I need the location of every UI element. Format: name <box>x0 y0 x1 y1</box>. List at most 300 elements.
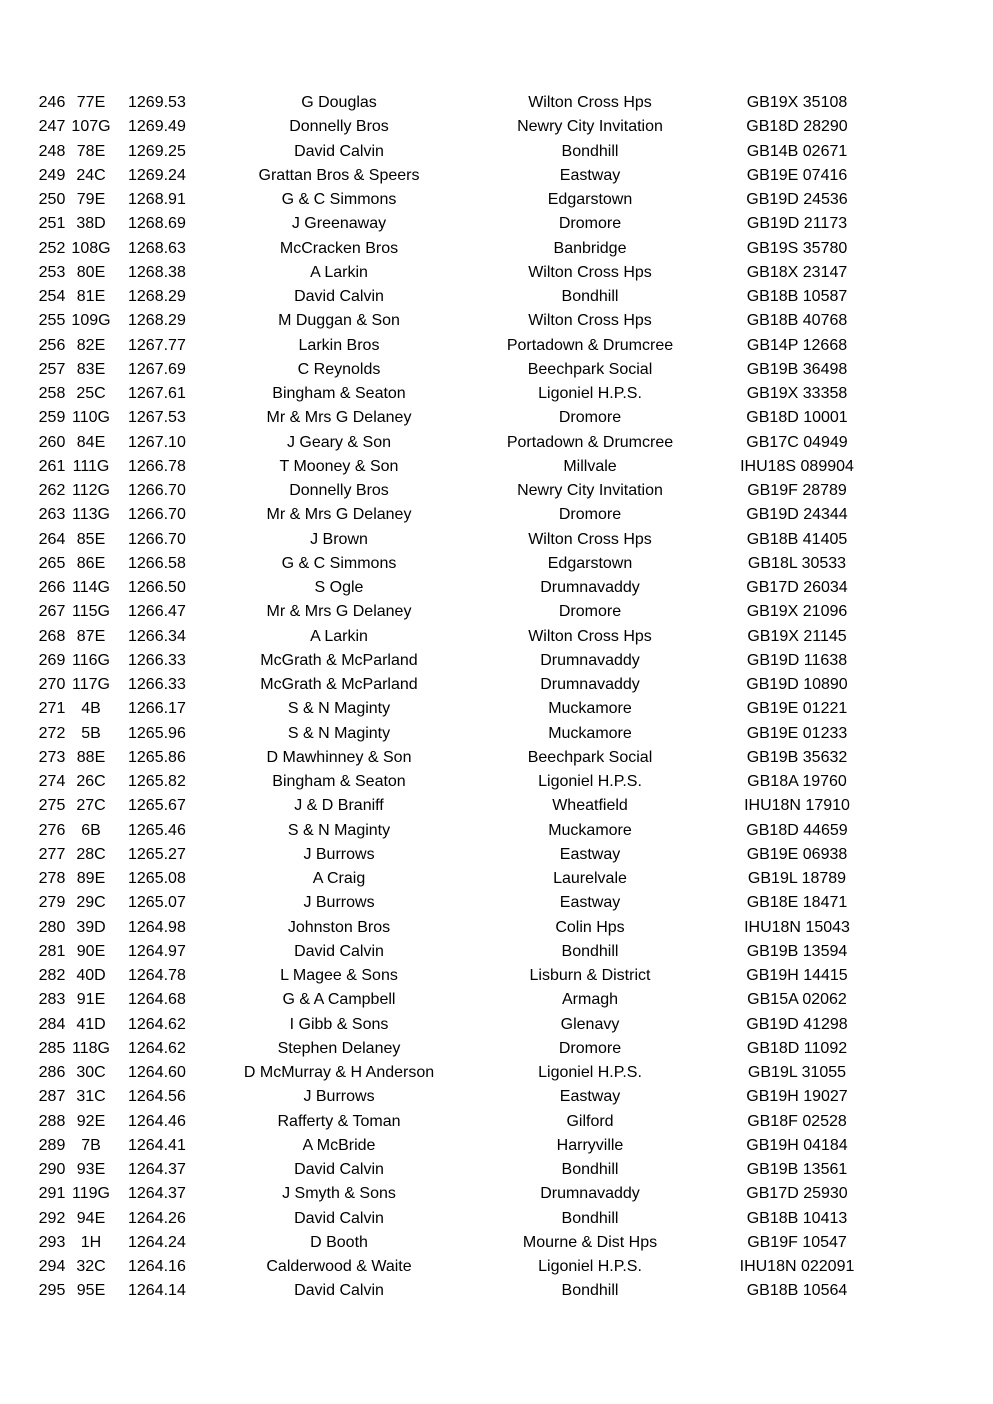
position-cell: 258 <box>38 385 66 402</box>
club-cell: Dromore <box>558 409 622 427</box>
position-cell: 246 <box>38 94 66 111</box>
code-cell: 39D <box>76 918 106 936</box>
table-row <box>0 625 993 649</box>
member-name-cell: S & N Maginty <box>287 700 391 718</box>
member-name-cell: C Reynolds <box>297 360 381 378</box>
velocity-cell: 1266.50 <box>128 579 186 596</box>
position-cell: 280 <box>38 918 66 936</box>
velocity-cell: 1266.70 <box>128 530 186 548</box>
velocity-cell: 1265.82 <box>128 773 186 790</box>
position-cell: 284 <box>38 1015 66 1033</box>
member-name-cell: A McBride <box>302 1136 376 1154</box>
member-name-cell: G & A Campbell <box>282 991 396 1009</box>
member-name-cell: David Calvin <box>294 942 384 960</box>
table-row <box>0 1255 993 1279</box>
club-cell: Portadown & Drumcree <box>506 433 674 451</box>
position-cell: 255 <box>38 312 66 330</box>
velocity-cell: 1266.34 <box>128 627 186 645</box>
ring-number-cell: IHU18S 089904 <box>740 457 854 475</box>
club-cell: Ligoniel H.P.S. <box>538 1064 642 1081</box>
ring-number-cell: GB18B 40768 <box>746 312 848 330</box>
table-row <box>0 649 993 673</box>
code-cell: 79E <box>76 191 106 208</box>
ring-number-cell: GB19X 21145 <box>747 627 847 645</box>
member-name-cell: M Duggan & Son <box>278 312 400 330</box>
code-cell: 27C <box>76 797 106 815</box>
velocity-cell: 1266.58 <box>128 554 186 572</box>
ring-number-cell: GB19B 36498 <box>746 360 848 378</box>
ring-number-cell: GB18B 10564 <box>746 1282 848 1300</box>
ring-number-cell: GB19H 14415 <box>746 967 848 984</box>
club-cell: Laurelvale <box>553 870 627 887</box>
club-cell: Wilton Cross Hps <box>528 263 652 281</box>
club-cell: Wheatfield <box>552 797 628 815</box>
position-cell: 265 <box>38 554 66 572</box>
velocity-cell: 1269.25 <box>128 142 186 160</box>
code-cell: 28C <box>76 845 106 863</box>
member-name-cell: J Burrows <box>303 845 375 863</box>
position-cell: 268 <box>38 627 66 645</box>
velocity-cell: 1266.33 <box>128 676 186 693</box>
member-name-cell: Bingham & Seaton <box>272 773 406 790</box>
table-row <box>0 334 993 358</box>
position-cell: 273 <box>38 748 66 766</box>
velocity-cell: 1264.41 <box>128 1136 186 1154</box>
position-cell: 279 <box>38 894 66 912</box>
velocity-cell: 1266.78 <box>128 457 186 475</box>
code-cell: 38D <box>76 215 106 233</box>
ring-number-cell: GB19D 10890 <box>746 676 848 693</box>
code-cell: 85E <box>76 530 106 548</box>
position-cell: 262 <box>38 482 66 499</box>
velocity-cell: 1265.07 <box>128 894 186 912</box>
code-cell: 119G <box>72 1185 110 1203</box>
member-name-cell: McGrath & McParland <box>260 676 418 693</box>
velocity-cell: 1266.70 <box>128 506 186 524</box>
table-row <box>0 1037 993 1061</box>
ring-number-cell: GB18D 11092 <box>746 1039 848 1057</box>
velocity-cell: 1264.46 <box>128 1112 186 1130</box>
ring-number-cell: GB19F 28789 <box>747 482 847 499</box>
club-cell: Bondhill <box>561 288 619 305</box>
ring-number-cell: IHU18N 17910 <box>744 797 850 815</box>
position-cell: 282 <box>38 967 66 984</box>
velocity-cell: 1264.24 <box>128 1233 186 1251</box>
code-cell: 30C <box>76 1064 106 1081</box>
position-cell: 260 <box>38 433 66 451</box>
velocity-cell: 1266.17 <box>128 700 186 718</box>
member-name-cell: Mr & Mrs G Delaney <box>266 603 412 621</box>
velocity-cell: 1267.53 <box>128 409 186 427</box>
velocity-cell: 1267.61 <box>128 385 186 402</box>
member-name-cell: J Burrows <box>303 1088 375 1106</box>
member-name-cell: L Magee & Sons <box>280 967 398 984</box>
velocity-cell: 1268.69 <box>128 215 186 233</box>
position-cell: 294 <box>38 1258 66 1275</box>
code-cell: 88E <box>76 748 106 766</box>
position-cell: 271 <box>38 700 66 718</box>
code-cell: 77E <box>76 94 106 111</box>
position-cell: 286 <box>38 1064 66 1081</box>
member-name-cell: McCracken Bros <box>279 239 399 257</box>
position-cell: 292 <box>38 1209 66 1227</box>
club-cell: Glenavy <box>560 1015 620 1033</box>
velocity-cell: 1264.16 <box>128 1258 186 1275</box>
club-cell: Lisburn & District <box>529 967 651 984</box>
club-cell: Wilton Cross Hps <box>528 312 652 330</box>
table-row <box>0 431 993 455</box>
table-row <box>0 1158 993 1182</box>
velocity-cell: 1268.91 <box>128 191 186 208</box>
ring-number-cell: GB18B 41405 <box>746 530 848 548</box>
ring-number-cell: GB14P 12668 <box>746 336 848 354</box>
club-cell: Muckamore <box>548 700 632 718</box>
position-cell: 276 <box>38 821 66 839</box>
velocity-cell: 1264.97 <box>128 942 186 960</box>
velocity-cell: 1267.77 <box>128 336 186 354</box>
table-row <box>0 455 993 479</box>
table-row <box>0 115 993 139</box>
velocity-cell: 1264.60 <box>128 1064 186 1081</box>
table-row <box>0 479 993 503</box>
table-row <box>0 1013 993 1037</box>
position-cell: 293 <box>38 1233 66 1251</box>
club-cell: Drumnavaddy <box>540 1185 640 1203</box>
member-name-cell: J Smyth & Sons <box>282 1185 396 1203</box>
member-name-cell: D Mawhinney & Son <box>266 748 412 766</box>
club-cell: Portadown & Drumcree <box>506 336 674 354</box>
member-name-cell: S & N Maginty <box>287 821 391 839</box>
member-name-cell: David Calvin <box>294 1161 384 1178</box>
position-cell: 250 <box>38 191 66 208</box>
ring-number-cell: GB18B 10587 <box>746 288 848 305</box>
ring-number-cell: GB18D 44659 <box>746 821 848 839</box>
ring-number-cell: GB18F 02528 <box>747 1112 847 1130</box>
member-name-cell: Johnston Bros <box>287 918 391 936</box>
club-cell: Mourne & Dist Hps <box>522 1233 658 1251</box>
code-cell: 118G <box>72 1039 110 1057</box>
position-cell: 281 <box>38 942 66 960</box>
code-cell: 112G <box>72 482 110 499</box>
table-row <box>0 1085 993 1109</box>
ring-number-cell: GB19E 01233 <box>746 724 848 742</box>
ring-number-cell: GB18D 10001 <box>746 409 848 427</box>
member-name-cell: J Burrows <box>303 894 375 912</box>
code-cell: 1H <box>80 1233 102 1251</box>
table-row <box>0 140 993 164</box>
position-cell: 277 <box>38 845 66 863</box>
code-cell: 90E <box>76 942 106 960</box>
member-name-cell: D Booth <box>310 1233 368 1251</box>
code-cell: 40D <box>76 967 106 984</box>
velocity-cell: 1267.10 <box>128 433 186 451</box>
code-cell: 7B <box>81 1136 101 1154</box>
position-cell: 272 <box>38 724 66 742</box>
club-cell: Eastway <box>559 1088 621 1106</box>
table-row <box>0 528 993 552</box>
position-cell: 290 <box>38 1161 66 1178</box>
velocity-cell: 1266.47 <box>128 603 186 621</box>
table-row <box>0 1182 993 1206</box>
ring-number-cell: GB18A 19760 <box>747 773 847 790</box>
table-row <box>0 964 993 988</box>
ring-number-cell: GB19H 04184 <box>746 1136 848 1154</box>
code-cell: 114G <box>72 579 110 596</box>
member-name-cell: J Brown <box>310 530 368 548</box>
velocity-cell: 1264.37 <box>128 1185 186 1203</box>
ring-number-cell: GB17D 26034 <box>746 579 848 596</box>
results-table <box>0 91 993 1304</box>
code-cell: 6B <box>81 821 101 839</box>
table-row <box>0 576 993 600</box>
member-name-cell: Rafferty & Toman <box>277 1112 401 1130</box>
table-row <box>0 843 993 867</box>
position-cell: 247 <box>38 118 66 136</box>
table-row <box>0 1207 993 1231</box>
position-cell: 275 <box>38 797 66 815</box>
member-name-cell: G Douglas <box>301 94 377 111</box>
code-cell: 110G <box>72 409 110 427</box>
code-cell: 31C <box>76 1088 106 1106</box>
code-cell: 113G <box>72 506 110 524</box>
velocity-cell: 1265.67 <box>128 797 186 815</box>
code-cell: 81E <box>76 288 106 305</box>
code-cell: 92E <box>76 1112 106 1130</box>
ring-number-cell: IHU18N 15043 <box>744 918 850 936</box>
table-row <box>0 722 993 746</box>
code-cell: 109G <box>71 312 111 330</box>
velocity-cell: 1264.26 <box>128 1209 186 1227</box>
member-name-cell: Mr & Mrs G Delaney <box>266 506 412 524</box>
table-row <box>0 188 993 212</box>
club-cell: Banbridge <box>553 239 627 257</box>
position-cell: 261 <box>38 457 66 475</box>
table-row <box>0 285 993 309</box>
table-row <box>0 406 993 430</box>
code-cell: 94E <box>76 1209 106 1227</box>
ring-number-cell: GB19D 21173 <box>746 215 848 233</box>
position-cell: 269 <box>38 651 66 669</box>
table-row <box>0 819 993 843</box>
position-cell: 285 <box>38 1039 66 1057</box>
ring-number-cell: GB19E 06938 <box>746 845 848 863</box>
velocity-cell: 1264.37 <box>128 1161 186 1178</box>
code-cell: 82E <box>76 336 106 354</box>
position-cell: 248 <box>38 142 66 160</box>
table-row <box>0 552 993 576</box>
club-cell: Wilton Cross Hps <box>528 627 652 645</box>
code-cell: 108G <box>71 239 111 257</box>
code-cell: 116G <box>72 651 110 669</box>
club-cell: Eastway <box>559 166 621 184</box>
ring-number-cell: IHU18N 022091 <box>739 1258 855 1275</box>
member-name-cell: Bingham & Seaton <box>272 385 406 402</box>
table-row <box>0 794 993 818</box>
ring-number-cell: GB19E 07416 <box>746 166 848 184</box>
velocity-cell: 1269.53 <box>128 94 186 111</box>
position-cell: 257 <box>38 360 66 378</box>
ring-number-cell: GB18E 18471 <box>746 894 848 912</box>
table-row <box>0 940 993 964</box>
table-row <box>0 867 993 891</box>
ring-number-cell: GB18B 10413 <box>746 1209 848 1227</box>
ring-number-cell: GB19D 24536 <box>746 191 848 208</box>
member-name-cell: S Ogle <box>314 579 364 596</box>
velocity-cell: 1269.49 <box>128 118 186 136</box>
velocity-cell: 1268.63 <box>128 239 186 257</box>
table-row <box>0 746 993 770</box>
club-cell: Bondhill <box>561 1282 619 1300</box>
velocity-cell: 1268.38 <box>128 263 186 281</box>
ring-number-cell: GB19L 31055 <box>747 1064 847 1081</box>
code-cell: 25C <box>76 385 106 402</box>
member-name-cell: A Larkin <box>310 627 368 645</box>
table-row <box>0 916 993 940</box>
velocity-cell: 1266.33 <box>128 651 186 669</box>
position-cell: 256 <box>38 336 66 354</box>
position-cell: 291 <box>38 1185 66 1203</box>
member-name-cell: Donnelly Bros <box>289 482 389 499</box>
member-name-cell: J Geary & Son <box>286 433 392 451</box>
ring-number-cell: GB17C 04949 <box>746 433 848 451</box>
member-name-cell: S & N Maginty <box>287 724 391 742</box>
table-row <box>0 309 993 333</box>
member-name-cell: Calderwood & Waite <box>266 1258 412 1275</box>
position-cell: 259 <box>38 409 66 427</box>
member-name-cell: David Calvin <box>294 1282 384 1300</box>
code-cell: 83E <box>76 360 106 378</box>
code-cell: 87E <box>76 627 106 645</box>
club-cell: Drumnavaddy <box>540 579 640 596</box>
position-cell: 253 <box>38 263 66 281</box>
code-cell: 29C <box>76 894 106 912</box>
table-row <box>0 212 993 236</box>
position-cell: 274 <box>38 773 66 790</box>
ring-number-cell: GB18D 28290 <box>746 118 848 136</box>
position-cell: 278 <box>38 870 66 887</box>
member-name-cell: D McMurray & H Anderson <box>243 1064 435 1081</box>
velocity-cell: 1264.62 <box>128 1039 186 1057</box>
code-cell: 86E <box>76 554 106 572</box>
member-name-cell: Grattan Bros & Speers <box>258 166 420 184</box>
club-cell: Gilford <box>566 1112 614 1130</box>
code-cell: 5B <box>81 724 101 742</box>
ring-number-cell: GB14B 02671 <box>746 142 848 160</box>
ring-number-cell: GB19E 01221 <box>746 700 848 718</box>
table-row <box>0 1134 993 1158</box>
velocity-cell: 1265.86 <box>128 748 186 766</box>
code-cell: 91E <box>76 991 106 1009</box>
club-cell: Dromore <box>558 1039 622 1057</box>
ring-number-cell: GB19D 11638 <box>746 651 848 669</box>
club-cell: Edgarstown <box>547 554 633 572</box>
velocity-cell: 1264.56 <box>128 1088 186 1106</box>
member-name-cell: A Larkin <box>310 263 368 281</box>
club-cell: Colin Hps <box>555 918 625 936</box>
position-cell: 251 <box>38 215 66 233</box>
position-cell: 288 <box>38 1112 66 1130</box>
code-cell: 117G <box>72 676 110 693</box>
club-cell: Eastway <box>559 845 621 863</box>
ring-number-cell: GB19X 21096 <box>746 603 848 621</box>
velocity-cell: 1266.70 <box>128 482 186 499</box>
code-cell: 107G <box>71 118 111 136</box>
club-cell: Bondhill <box>561 1209 619 1227</box>
club-cell: Beechpark Social <box>527 748 653 766</box>
ring-number-cell: GB19H 19027 <box>746 1088 848 1106</box>
ring-number-cell: GB19D 41298 <box>746 1015 848 1033</box>
ring-number-cell: GB19S 35780 <box>746 239 848 257</box>
club-cell: Newry City Invitation <box>517 482 663 499</box>
member-name-cell: Mr & Mrs G Delaney <box>266 409 412 427</box>
position-cell: 295 <box>38 1282 66 1300</box>
table-row <box>0 770 993 794</box>
club-cell: Dromore <box>558 603 622 621</box>
ring-number-cell: GB19F 10547 <box>747 1233 847 1251</box>
ring-number-cell: GB19X 35108 <box>746 94 848 111</box>
code-cell: 111G <box>72 457 110 475</box>
velocity-cell: 1268.29 <box>128 288 186 305</box>
ring-number-cell: GB18L 30533 <box>747 554 847 572</box>
table-row <box>0 91 993 115</box>
table-row <box>0 988 993 1012</box>
member-name-cell: J & D Braniff <box>294 797 384 815</box>
table-row <box>0 503 993 527</box>
table-row <box>0 164 993 188</box>
table-row <box>0 237 993 261</box>
ring-number-cell: GB17D 25930 <box>746 1185 848 1203</box>
table-row <box>0 697 993 721</box>
club-cell: Ligoniel H.P.S. <box>538 385 642 402</box>
position-cell: 263 <box>38 506 66 524</box>
club-cell: Bondhill <box>561 1161 619 1178</box>
table-row <box>0 1110 993 1134</box>
member-name-cell: Stephen Delaney <box>277 1039 401 1057</box>
position-cell: 289 <box>38 1136 66 1154</box>
club-cell: Drumnavaddy <box>540 676 640 693</box>
code-cell: 84E <box>76 433 106 451</box>
member-name-cell: David Calvin <box>294 1209 384 1227</box>
table-row <box>0 1061 993 1085</box>
velocity-cell: 1267.69 <box>128 360 186 378</box>
club-cell: Drumnavaddy <box>540 651 640 669</box>
code-cell: 80E <box>76 263 106 281</box>
club-cell: Harryville <box>556 1136 624 1154</box>
club-cell: Wilton Cross Hps <box>528 530 652 548</box>
club-cell: Edgarstown <box>547 191 633 208</box>
table-row <box>0 261 993 285</box>
code-cell: 32C <box>76 1258 106 1275</box>
club-cell: Millvale <box>563 457 617 475</box>
ring-number-cell: GB19X 33358 <box>746 385 848 402</box>
code-cell: 41D <box>76 1015 106 1033</box>
club-cell: Bondhill <box>561 942 619 960</box>
code-cell: 93E <box>76 1161 106 1178</box>
position-cell: 270 <box>38 676 66 693</box>
table-row <box>0 600 993 624</box>
table-row <box>0 673 993 697</box>
code-cell: 26C <box>76 773 106 790</box>
club-cell: Ligoniel H.P.S. <box>538 1258 642 1275</box>
velocity-cell: 1268.29 <box>128 312 186 330</box>
table-row <box>0 358 993 382</box>
position-cell: 264 <box>38 530 66 548</box>
member-name-cell: T Mooney & Son <box>279 457 399 475</box>
member-name-cell: J Greenaway <box>291 215 387 233</box>
code-cell: 115G <box>72 603 110 621</box>
club-cell: Dromore <box>558 506 622 524</box>
club-cell: Wilton Cross Hps <box>528 94 652 111</box>
